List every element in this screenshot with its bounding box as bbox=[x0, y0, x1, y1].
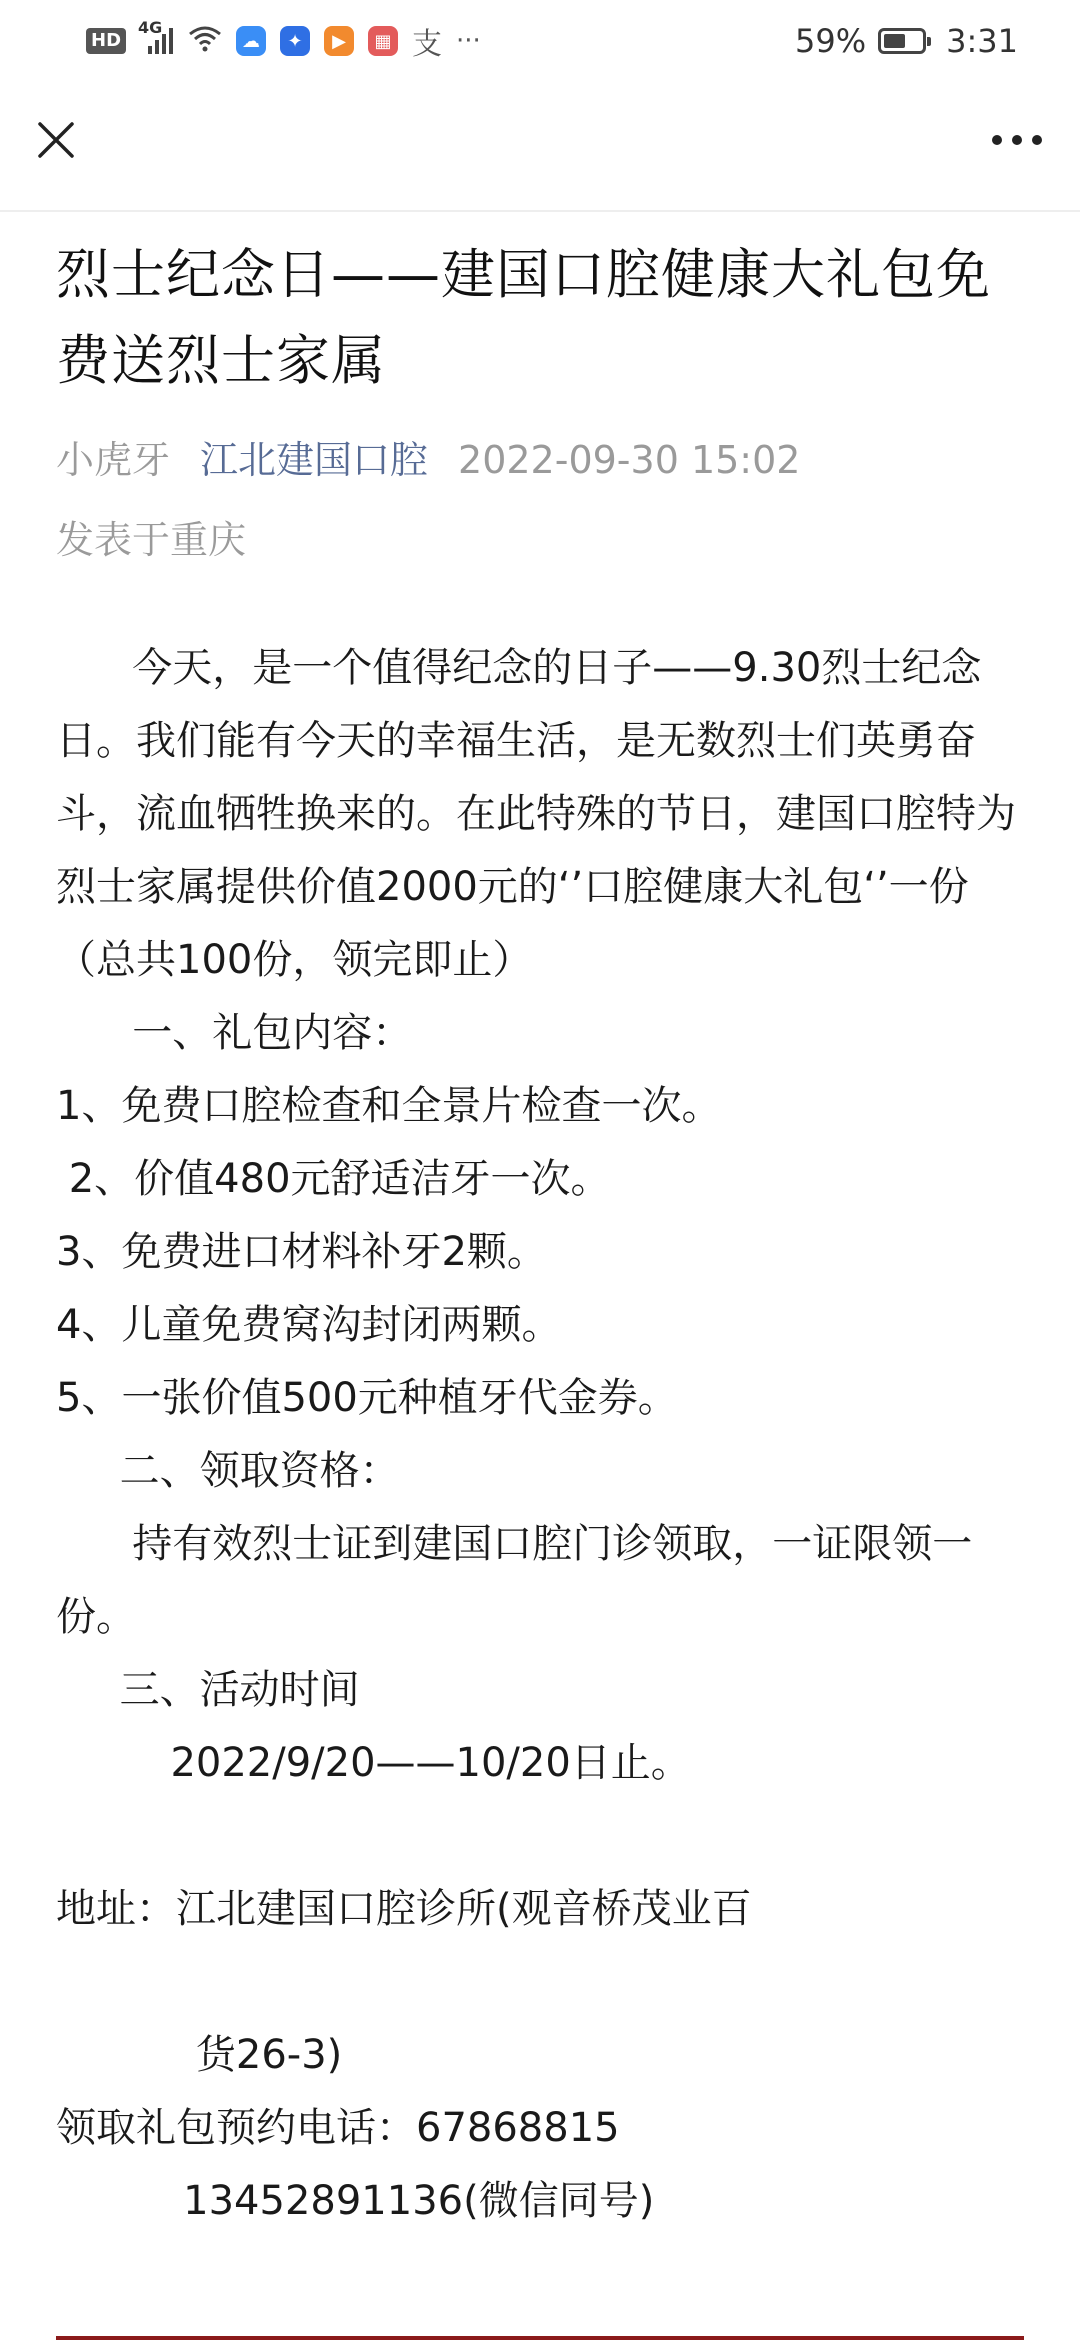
list-item: 3、免费进口材料补牙2颗。 bbox=[56, 1229, 547, 1275]
article-title: 烈士纪念日——建国口腔健康大礼包免费送烈士家属 bbox=[56, 243, 991, 392]
list-item: 2、价值480元舒适洁牙一次。 bbox=[56, 1156, 611, 1202]
cloud-icon: ☁ bbox=[236, 26, 266, 56]
signal-icon bbox=[138, 18, 174, 56]
more-button[interactable] bbox=[982, 112, 1052, 168]
account-link[interactable]: 江北建国口腔 bbox=[200, 438, 429, 482]
battery-icon bbox=[878, 28, 926, 54]
close-icon bbox=[36, 120, 76, 160]
hd-badge: HD bbox=[86, 28, 126, 54]
list-item: 1、免费口腔检查和全景片检查一次。 bbox=[56, 1083, 722, 1129]
nav-bar bbox=[0, 82, 1080, 212]
address: 地址：江北建国口腔诊所(观音桥茂业百 bbox=[56, 1886, 752, 1932]
status-left bbox=[86, 19, 481, 63]
article bbox=[56, 212, 1026, 2238]
spacer bbox=[56, 1800, 1026, 1873]
phone-secondary: 13452891136(微信同号) bbox=[56, 2178, 655, 2224]
paragraph: 2022/9/20——10/20日止。 bbox=[56, 1740, 691, 1786]
status-bar bbox=[0, 0, 1080, 82]
paragraph: 一、礼包内容： bbox=[56, 1010, 413, 1056]
list-item: 5、一张价值500元种植牙代金券。 bbox=[56, 1375, 678, 1421]
paragraph: 二、领取资格： bbox=[56, 1448, 400, 1494]
paragraph: 今天，是一个值得纪念的日子——9.30烈士纪念日。我们能有今天的幸福生活，是无数烈士们英勇奋斗，流血牺牲换来的。在此特殊的节日，建国口腔特为烈士家属提供价值2000元的‘’口腔健康大礼包‘’一份（总共100份，领完即止） bbox=[56, 645, 1016, 983]
phone: 领取礼包预约电话：67868815 bbox=[56, 2105, 620, 2151]
battery-percent: 59% bbox=[795, 22, 867, 60]
clock: 3:31 bbox=[946, 22, 1018, 60]
article-body bbox=[56, 632, 1026, 2238]
box-icon: ▦ bbox=[368, 26, 398, 56]
play-icon: ▶ bbox=[324, 26, 354, 56]
alipay-icon: 支 bbox=[412, 27, 443, 62]
wifi-icon bbox=[188, 22, 222, 60]
article-meta bbox=[56, 420, 1026, 580]
address-continued: 货26-3) bbox=[56, 2032, 343, 2078]
status-right bbox=[795, 22, 1018, 60]
spacer bbox=[56, 1946, 1026, 2019]
network-type: 4G bbox=[138, 18, 163, 37]
publish-datetime: 2022-09-30 15:02 bbox=[458, 438, 801, 482]
list-item: 4、儿童免费窝沟封闭两颗。 bbox=[56, 1302, 562, 1348]
close-button[interactable] bbox=[28, 112, 84, 168]
more-notifications: ··· bbox=[456, 26, 481, 56]
bulb-icon: ✦ bbox=[280, 26, 310, 56]
paragraph: 持有效烈士证到建国口腔门诊领取，一证限领一份。 bbox=[56, 1521, 973, 1640]
paragraph: 三、活动时间 bbox=[56, 1667, 360, 1713]
content-divider bbox=[56, 2336, 1024, 2340]
more-icon bbox=[991, 134, 1043, 146]
author-name: 小虎牙 bbox=[56, 438, 171, 482]
publish-location: 发表于重庆 bbox=[56, 518, 247, 562]
